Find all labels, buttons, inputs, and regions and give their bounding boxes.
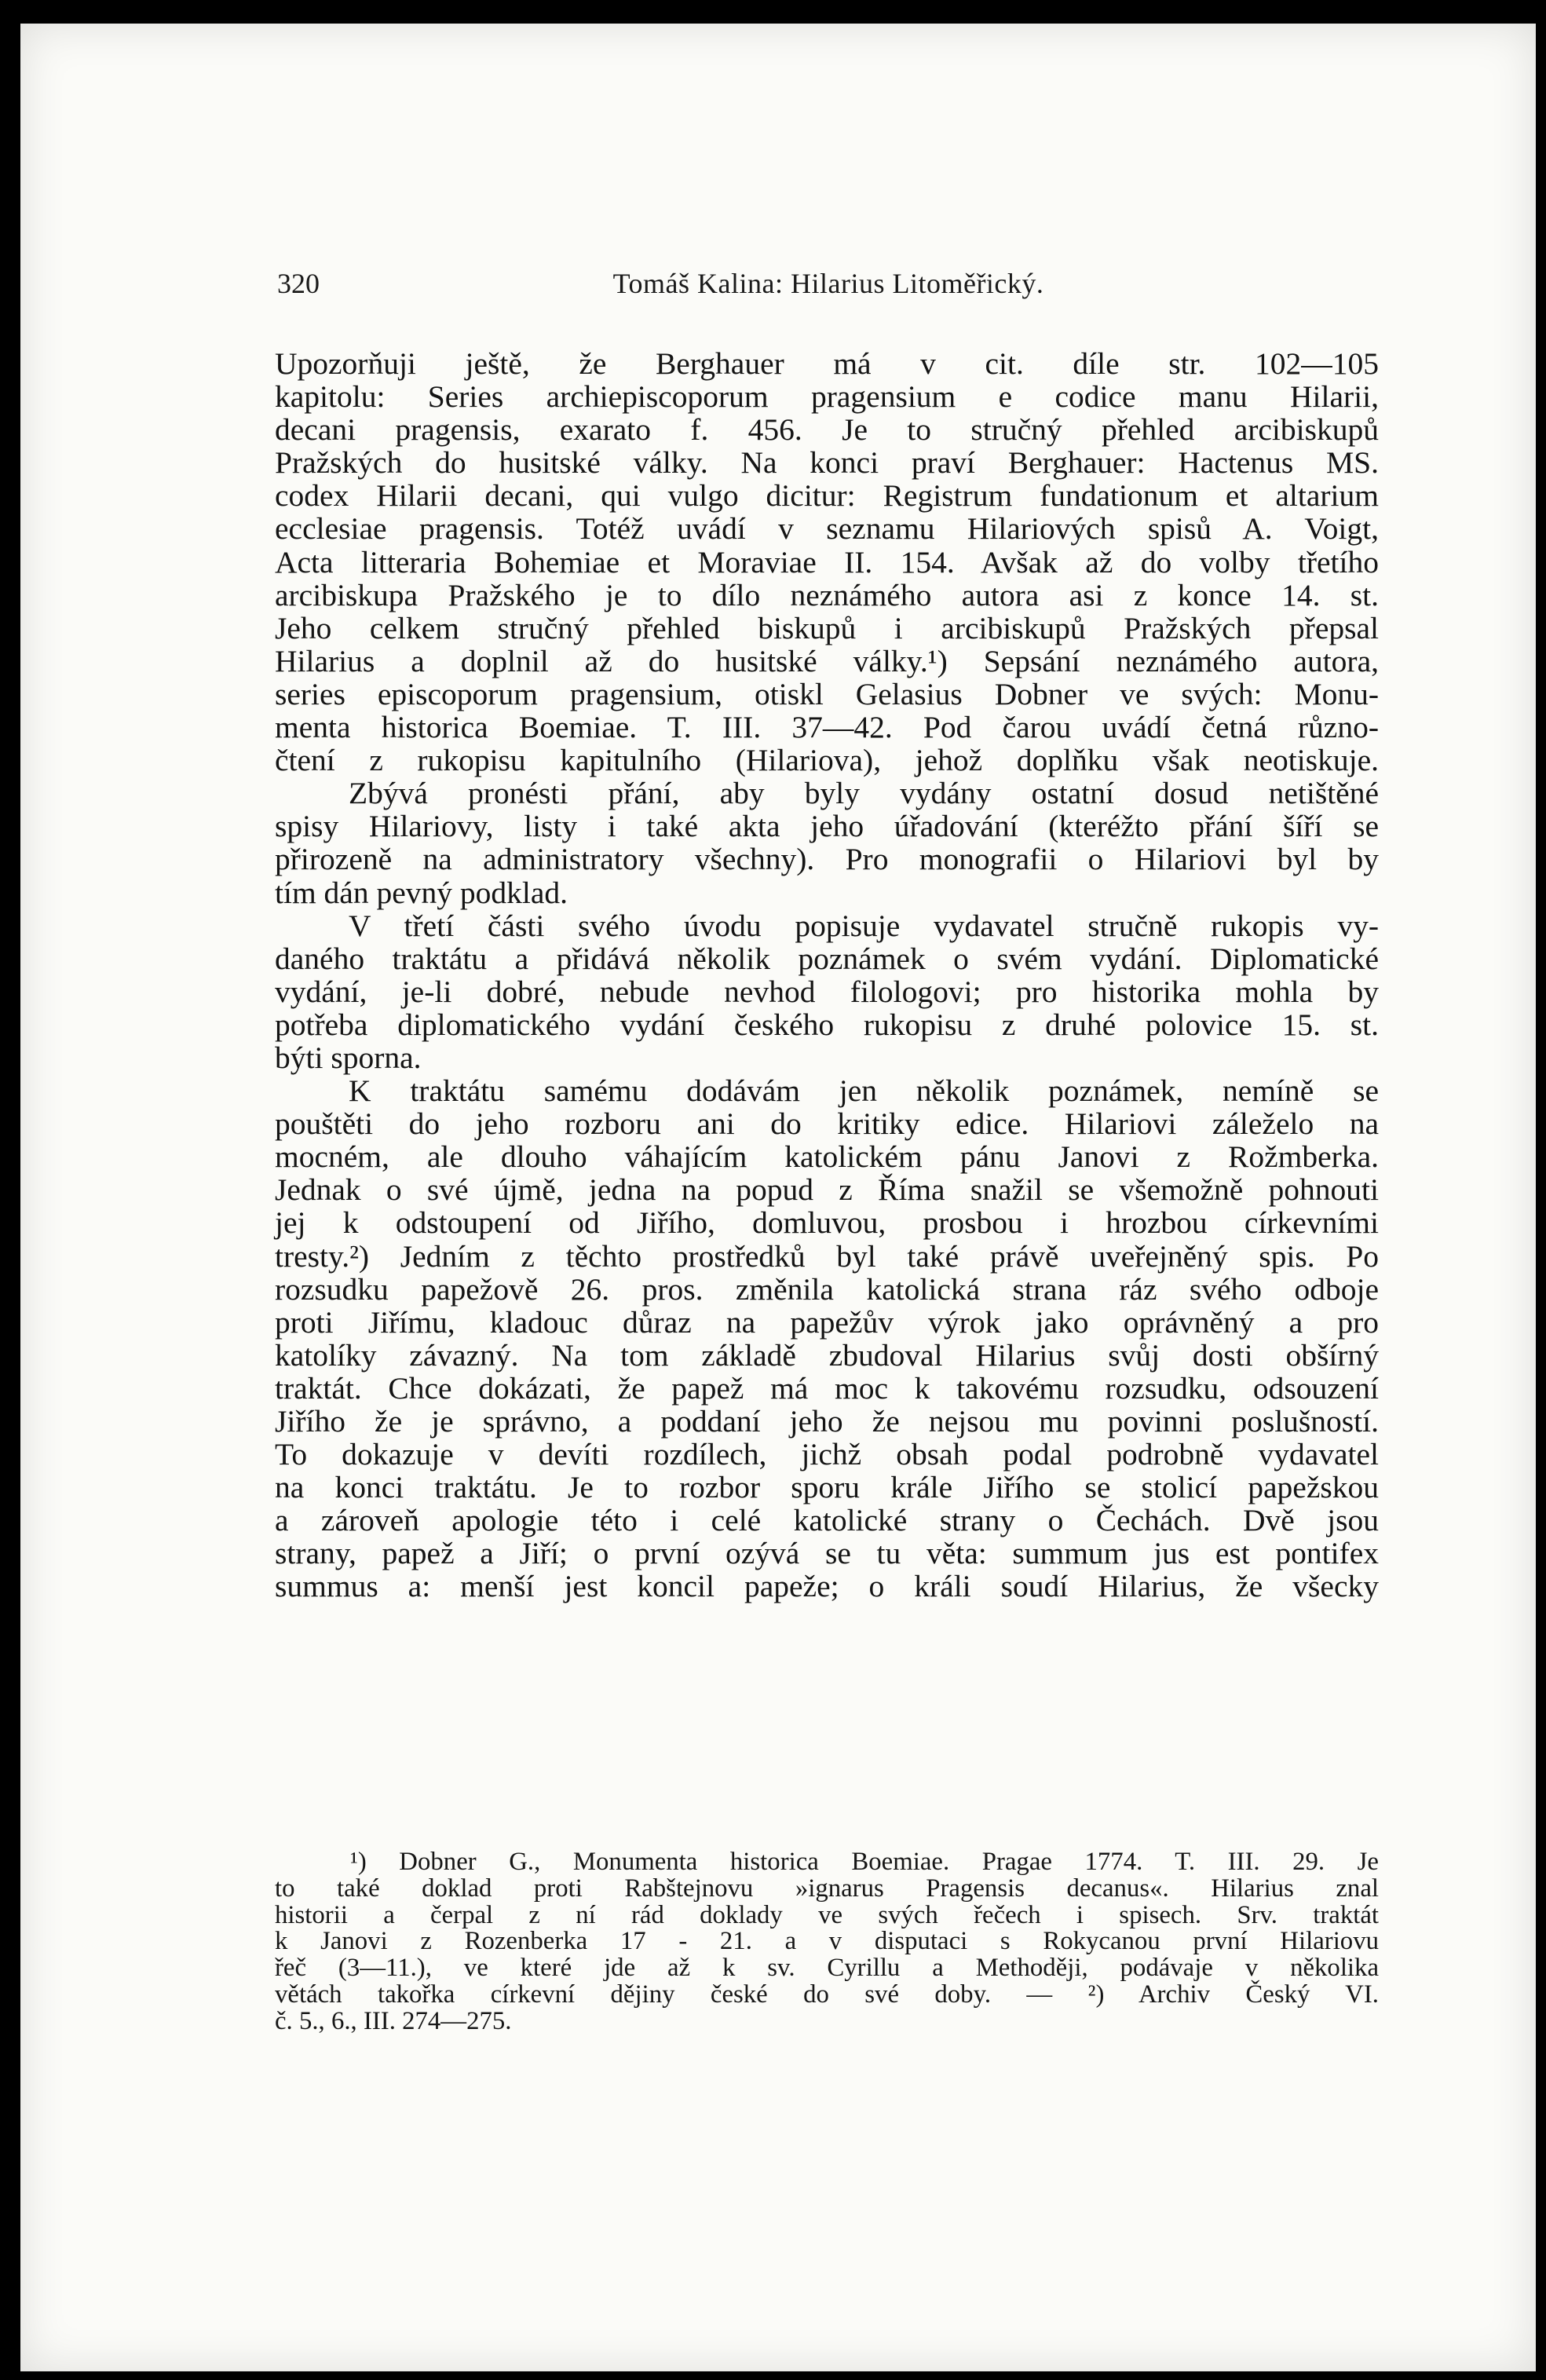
footnotes <box>275 1849 1379 2035</box>
footnote-line: větách takořka církevní dějiny české do své doby. — ²) Archiv Český VI. <box>275 1980 1379 2009</box>
footnote-line: č. 5., 6., III. 274—275. <box>275 2006 512 2035</box>
text-line: To dokazuje v devíti rozdílech, jichž obsah podal podrobně vydavatel <box>275 1437 1379 1472</box>
text-line: daného traktátu a přidává několik poznámek o svém vydání. Diplomatické <box>275 941 1379 976</box>
text-line: strany, papež a Jiří; o první ozývá se tu věta: summum jus est pontifex <box>275 1536 1379 1571</box>
footnote-line: ¹) Dobner G., Monumenta historica Boemiae. Pragae 1774. T. III. 29. Je <box>350 1848 1379 1876</box>
footnote-line: historii a čerpal z ní rád doklady ve svých řečech i spisech. Srv. traktát <box>275 1900 1379 1929</box>
text-line: menta historica Boemiae. T. III. 37—42. Pod čarou uvádí četná různo- <box>275 710 1379 745</box>
text-line: K traktátu samému dodávám jen několik poznámek, nemíně se <box>349 1073 1379 1109</box>
text-line: jej k odstoupení od Jiřího, domluvou, prosbou i hrozbou církevními <box>275 1205 1379 1241</box>
text-line: arcibiskupa Pražského je to dílo neznámého autora asi z konce 14. st. <box>275 577 1379 612</box>
text-line: series episcoporum pragensium, otiskl Gelasius Dobner ve svých: Monu- <box>275 676 1379 711</box>
text-line: čtení z rukopisu kapitulního (Hilariova), jehož doplňku však neotiskuje. <box>275 743 1379 778</box>
text-line: summus a: menší jest koncil papeže; o králi soudí Hilarius, že všecky <box>275 1569 1379 1604</box>
text-line: kapitolu: Series archiepiscoporum pragensium e codice manu Hilarii, <box>275 379 1379 415</box>
text-line: a zároveň apologie této i celé katolické strany o Čechách. Dvě jsou <box>275 1503 1379 1538</box>
text-line: Jeho celkem stručný přehled biskupů i arcibiskupů Pražských přepsal <box>275 610 1379 645</box>
text-line: Pražských do husitské války. Na konci praví Berghauer: Hactenus MS. <box>275 445 1379 481</box>
text-line: na konci traktátu. Je to rozbor sporu krále Jiřího se stolicí papežskou <box>275 1470 1379 1505</box>
text-line: katolíky závazný. Na tom základě zbudoval Hilarius svůj dosti obšírný <box>275 1337 1379 1373</box>
text-line: vydání, je-li dobré, nebude nevhod filologovi; pro historika mohla by <box>275 974 1379 1009</box>
text-line: potřeba diplomatického vydání českého rukopisu z druhé polovice 15. st. <box>275 1007 1379 1042</box>
footnote-line: k Janovi z Rozenberka 17 - 21. a v disputaci s Rokycanou první Hilariovu <box>275 1927 1379 1956</box>
footnote-line: to také doklad proti Rabštejnovu »ignarus Pragensis decanus«. Hilarius znal <box>275 1874 1379 1903</box>
text-line: spisy Hilariovy, listy i také akta jeho úřadování (kteréžto přání šíří se <box>275 809 1379 844</box>
text-line: Jiřího že je správno, a poddaní jeho že nejsou mu povinni poslušností. <box>275 1404 1379 1439</box>
text-line: decani pragensis, exarato f. 456. Je to stručný přehled arcibiskupů <box>275 412 1379 448</box>
text-line: codex Hilarii decani, qui vulgo dicitur: Registrum fundationum et altarium <box>275 478 1379 514</box>
text-line: traktát. Chce dokázati, že papež má moc k takovému rozsudku, odsouzení <box>275 1370 1379 1406</box>
page-number: 320 <box>277 268 320 299</box>
text-line: Zbývá pronésti přání, aby byly vydány ostatní dosud netištěné <box>349 776 1379 811</box>
text-line: rozsudku papežově 26. pros. změnila katolická strana ráz svého odboje <box>275 1271 1379 1307</box>
text-line: Upozorňuji ještě, že Berghauer má v cit. díle str. 102—105 <box>275 346 1379 381</box>
page-header <box>277 267 1380 306</box>
text-line: tresty.²) Jedním z těchto prostředků byl také právě uveřejněný spis. Po <box>275 1238 1379 1274</box>
text-line: V třetí části svého úvodu popisuje vydavatel stručně rukopis vy- <box>349 908 1379 943</box>
text-line: pouštěti do jeho rozboru ani do kritiky edice. Hilariovi záleželo na <box>275 1106 1379 1142</box>
text-line: býti sporna. <box>275 1040 422 1075</box>
text-line: Acta litteraria Bohemiae et Moraviae II. 154. Avšak až do volby třetího <box>275 544 1379 579</box>
text-line: tím dán pevný podklad. <box>275 875 568 910</box>
text-line: mocném, ale dlouho váhajícím katolickém pánu Janovi z Rožmberka. <box>275 1139 1379 1175</box>
text-line: Hilarius a doplnil až do husitské války.¹) Sepsání neznámého autora, <box>275 643 1379 678</box>
running-title: Tomáš Kalina: Hilarius Litoměřický. <box>612 268 1044 299</box>
text-line: ecclesiae pragensis. Totéž uvádí v seznamu Hilariových spisů A. Voigt, <box>275 511 1379 547</box>
text-line: Jednak o své újmě, jedna na popud z Říma snažil se všemožně pohnouti <box>275 1172 1379 1208</box>
text-line: přirozeně na administratory všechny). Pro monografii o Hilariovi byl by <box>275 842 1379 877</box>
footnote-line: řeč (3—11.), ve které jde až k sv. Cyrillu a Methoději, podávaje v několika <box>275 1954 1379 1983</box>
text-line: proti Jiřímu, kladouc důraz na papežův výrok jako oprávněný a pro <box>275 1304 1379 1340</box>
body-text <box>275 347 1379 1603</box>
